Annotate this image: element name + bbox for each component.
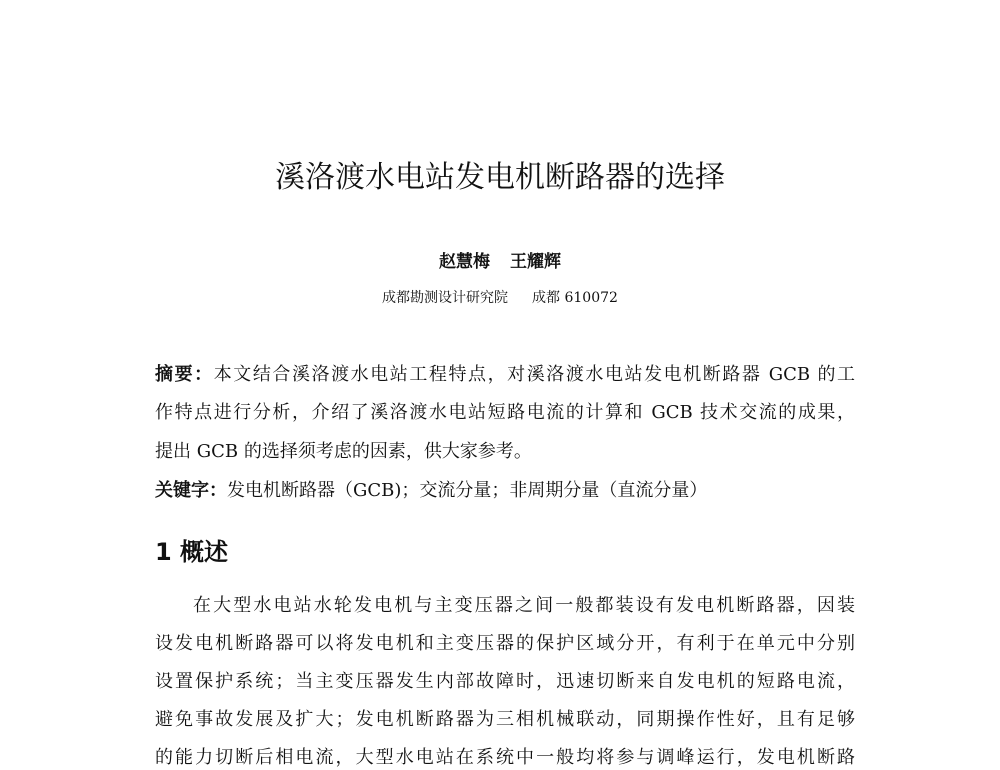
abstract-line: 提出 GCB 的选择须考虑的因素，供大家参考。 — [155, 441, 532, 462]
institute: 成都勘测设计研究院 — [382, 290, 509, 306]
body-line: 避免事故发展及扩大；发电机断路器为三相机械联动，同期操作性好，且有足够 — [155, 709, 855, 730]
abstract-line: 摘要：本文结合溪洛渡水电站工程特点，对溪洛渡水电站发电机断路器 GCB 的工 — [155, 364, 855, 385]
body-line: 在大型水电站水轮发电机与主变压器之间一般都装设有发电机断路器，因装 — [193, 595, 855, 616]
abstract-line: 作特点进行分析，介绍了溪洛渡水电站短路电流的计算和 GCB 技术交流的成果， — [155, 402, 855, 423]
abstract-label: 摘要： — [155, 364, 214, 385]
authors — [0, 247, 1000, 272]
keywords-label: 关键字： — [155, 480, 227, 501]
author-name: 王耀辉 — [510, 252, 561, 272]
keywords-text: 发电机断路器（GCB)；交流分量；非周期分量（直流分量） — [227, 480, 708, 501]
section-heading: 1 概述 — [155, 538, 229, 566]
body-line: 设发电机断路器可以将发电机和主变压器的保护区域分开，有利于在单元中分别 — [155, 633, 855, 654]
author-name: 赵慧梅 — [439, 252, 490, 272]
affiliation — [0, 287, 1000, 307]
keywords-line — [155, 479, 855, 503]
body-line: 设置保护系统；当主变压器发生内部故障时，迅速切断来自发电机的短路电流， — [155, 671, 855, 692]
body-line: 的能力切断后相电流，大型水电站在系统中一般均将参与调峰运行，发电机断路 — [155, 747, 855, 768]
paper-title: 溪洛渡水电站发电机断路器的选择 — [275, 160, 725, 195]
location: 成都 610072 — [532, 290, 618, 306]
